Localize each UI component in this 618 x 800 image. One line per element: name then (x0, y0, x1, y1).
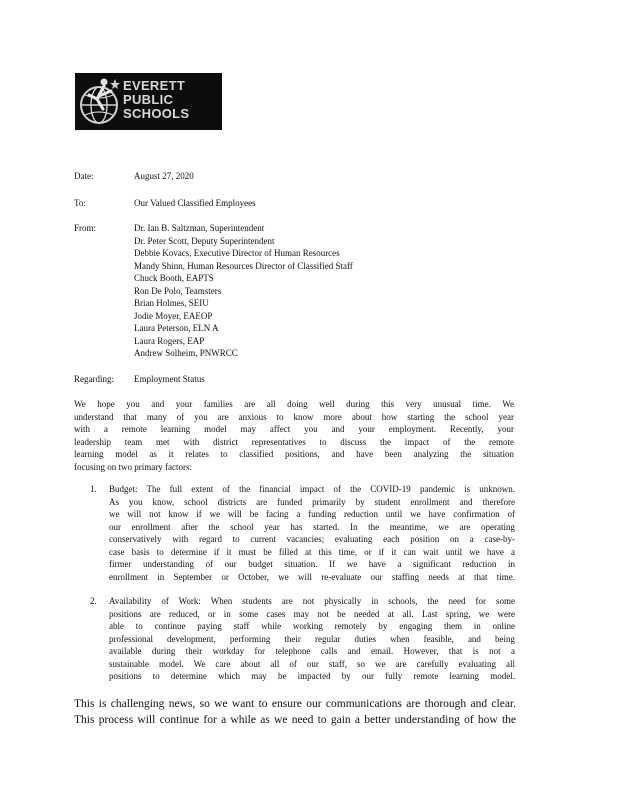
list-item (90, 483, 515, 583)
from-entry: Brian Holmes, SEIU (134, 298, 209, 308)
list-item-line: Budget: The full extent of the financial impact of the COVID-19 pandemic is unknown. (109, 484, 515, 494)
from-entry: Laura Peterson, ELN A (134, 323, 219, 333)
list-item-line: case basis to determine if it must be filled at this time, or if it can wait until we have a (109, 546, 515, 557)
list-item-line: we will not know if we will be facing a funding reduction until we have confirmation of (109, 509, 515, 519)
from-label: From: (74, 223, 97, 233)
paragraph-line: understand that many of you are anxious to know more about how starting the school year (74, 411, 514, 422)
to-label: To: (74, 198, 86, 208)
list-item-line: Availability of Work: When students are not physically in schools, the need for some (109, 596, 515, 606)
paragraph-line: learning model as it relates to classified positions, and have been analyzing the situation (74, 449, 514, 459)
list-item-line: sustainable model. We care about all of our staff, so we are carefully evaluating all (109, 658, 515, 669)
list-item-line: positions are reduced, or in some cases may not be needed at all. Last spring, we were (109, 608, 515, 619)
globe-figure-icon (77, 75, 123, 128)
from-entry: Ron De Polo, Teamsters (134, 285, 222, 296)
regarding-label: Regarding: (74, 374, 114, 384)
district-logo (75, 73, 222, 130)
date-label: Date: (74, 171, 94, 181)
from-entry: Andrew Solheim, PNWRCC (134, 348, 238, 358)
regarding-value: Employment Status (134, 374, 205, 384)
from-entry: Chuck Booth, EAPTS (134, 273, 214, 283)
to-value: Our Valued Classified Employees (134, 198, 256, 208)
date-value: August 27, 2020 (134, 171, 194, 181)
paragraph-line: with a remote learning model may affect you and your employment. Recently, your (74, 424, 514, 434)
list-item-line: our enrollment after the school year has started. In the meantime, we are operating (109, 521, 515, 532)
list-item-line: firmer understanding of our budget situation. If we have a significant reduction in (109, 559, 515, 569)
list-item-line: professional development, performing their regular duties when feasible, and being (109, 633, 515, 644)
logo-line-3: SCHOOLS (123, 106, 190, 121)
paragraph-line: We hope you and your families are all doing well during this very unusual time. We (74, 399, 514, 409)
list-item-number: 2. (90, 596, 97, 606)
list-item-line: positions to determine which may be impacted by our fully remote learning model. (109, 671, 515, 681)
intro-paragraph (74, 398, 514, 473)
from-entry: Mandy Shinn, Human Resources Director of Classified Staff (134, 260, 353, 271)
from-entry: Laura Rogers, EAP (134, 335, 205, 346)
from-entry: Debbie Kovacs, Executive Director of Human Resources (134, 248, 340, 258)
from-entry: Jodie Moyer, EAEOP (134, 310, 213, 321)
factor-list (90, 483, 515, 695)
list-item-line: available during their workday for telephone calls and email. However, that is not a (109, 646, 515, 656)
from-entry: Dr. Ian B. Saltzman, Superintendent (134, 223, 265, 233)
logo-line-1: EVERETT (123, 78, 186, 93)
paragraph-line: leadership team met with district representatives to discuss the impact of the remote (74, 436, 514, 447)
logo-line-2: PUBLIC (123, 92, 174, 107)
from-list (134, 222, 353, 360)
list-item-line: As you know, school districts are funded primarily by student enrollment and therefore (109, 496, 515, 507)
paragraph-line: This is challenging news, so we want to ensure our communications are thorough and clear. (74, 698, 516, 710)
closing-paragraph (74, 696, 516, 728)
paragraph-line: This process will continue for a while as we need to gain a better understanding of how the (74, 714, 516, 726)
list-item-number: 1. (90, 484, 97, 494)
list-item-line: enrollment in September or October, we will re-evaluate our staffing needs at that time. (109, 571, 515, 582)
list-item (90, 595, 515, 683)
list-item-line: conservatively with regard to current vacancies; evaluating each position on a case-by- (109, 534, 515, 544)
list-item-line: able to continue paying staff while working remotely by engaging them in online (109, 621, 515, 631)
paragraph-line: focusing on two primary factors: (74, 461, 192, 472)
from-entry: Dr. Peter Scott, Deputy Superintendent (134, 235, 275, 246)
